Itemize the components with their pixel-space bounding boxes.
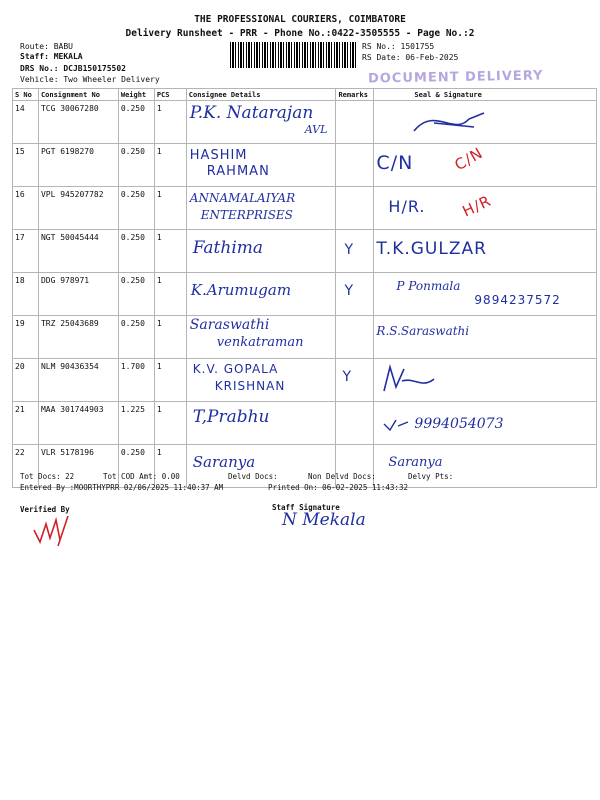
row-remarks [336,316,374,359]
total-cod-amount: Tot COD Amt: 0.00 [103,472,180,481]
barcode [230,42,358,68]
signature-text-red: C/N [451,143,487,175]
row-consignment: DDG 978971 [38,273,118,316]
row-consignee [186,144,336,187]
row-remarks [336,273,374,316]
row-pcs: 1 [154,445,186,488]
signature-text: R.S.Saraswathi [376,324,470,338]
col-consignee: Consignee Details [186,89,336,101]
col-seal-signature: Seal & Signature [374,89,597,101]
row-remarks [336,187,374,230]
consignee-name-line2: AVL [304,123,328,136]
table-row [13,402,597,445]
row-weight: 0.250 [118,101,154,144]
non-delivered-docs: Non Delvd Docs: [308,472,376,481]
table-row [13,187,597,230]
row-pcs: 1 [154,144,186,187]
row-consignment: TCG 30067280 [38,101,118,144]
vehicle-label: Vehicle: Two Wheeler Delivery [20,75,160,84]
consignee-name-line2: ENTERPRISES [200,208,293,222]
printed-on: Printed On: 06-02-2025 11:43:32 [268,483,408,492]
staff-signature: N Mekala [282,510,366,530]
row-sno: 19 [13,316,39,359]
row-weight: 0.250 [118,187,154,230]
consignee-name-line2: RAHMAN [206,164,270,179]
row-pcs: 1 [154,402,186,445]
row-weight: 0.250 [118,230,154,273]
row-seal-signature [374,101,597,144]
row-consignment: VPL 945207782 [38,187,118,230]
consignee-name: ANNAMALAIYAR [189,191,296,205]
row-remarks [336,402,374,445]
col-consignment: Consignment No [38,89,118,101]
consignee-name-line2: venkatraman [216,335,304,350]
signature-text: H/R. [388,197,426,216]
staff-label: Staff: MEKALA [20,52,83,61]
row-consignee [186,187,336,230]
signature-initials [374,402,414,443]
row-remarks [336,144,374,187]
row-seal-signature [374,359,597,402]
row-sno: 18 [13,273,39,316]
row-consignment: PGT 6198270 [38,144,118,187]
signature-text: T.K.GULZAR [376,239,487,259]
table-row [13,273,597,316]
row-sno: 14 [13,101,39,144]
row-consignee [186,273,336,316]
remark-mark: Y [344,283,354,299]
row-weight: 0.250 [118,316,154,359]
rs-date: RS Date: 06-Feb-2025 [362,53,459,62]
col-weight: Weight [118,89,154,101]
row-weight: 1.225 [118,402,154,445]
row-sno: 20 [13,359,39,402]
row-consignee [186,230,336,273]
row-pcs: 1 [154,230,186,273]
row-consignment: NGT 50045444 [38,230,118,273]
row-consignee [186,101,336,144]
delivery-points: Delvy Pts: [408,472,454,481]
signature-scribble [374,101,597,142]
row-seal-signature [374,402,597,445]
row-sno: 15 [13,144,39,187]
total-docs: Tot Docs: 22 [20,472,75,481]
col-pcs: PCS [154,89,186,101]
row-pcs: 1 [154,101,186,144]
row-pcs: 1 [154,316,186,359]
col-remarks: Remarks [336,89,374,101]
table-row [13,144,597,187]
row-sno: 16 [13,187,39,230]
runsheet-table [12,88,597,488]
company-title: THE PROFESSIONAL COURIERS, COIMBATORE [194,14,406,25]
row-remarks [336,359,374,402]
document-delivery-stamp: DOCUMENT DELIVERY [367,68,544,87]
row-seal-signature [374,144,597,187]
consignee-name: T,Prabhu [192,407,270,427]
row-sno: 21 [13,402,39,445]
row-consignee [186,445,336,488]
signature-phone: 9994054073 [414,416,504,432]
table-row [13,230,597,273]
staff-signature-label: Staff Signature [272,503,340,512]
row-consignment: VLR 5178196 [38,445,118,488]
table-row [13,445,597,488]
rs-number: RS No.: 1501755 [362,42,435,51]
signature-text-red: H/R [460,191,495,221]
row-seal-signature [374,445,597,488]
entered-by: Entered By :MOORTHYPRR 02/06/2025 11:40:37 AM [20,483,224,492]
table-header-row [13,89,597,101]
consignee-name-line2: KRISHNAN [214,379,286,393]
row-pcs: 1 [154,187,186,230]
route-label: Route: BABU [20,42,73,51]
row-weight: 0.250 [118,144,154,187]
signature-phone: 9894237572 [474,293,561,307]
signature-text: P Ponmala [396,279,461,293]
row-consignee [186,316,336,359]
row-weight: 0.250 [118,273,154,316]
drs-number: DRS No.: DCJB150175502 [20,64,126,73]
signature-text: Saranya [388,455,443,470]
row-seal-signature [374,316,597,359]
remark-mark: Y [342,369,352,385]
row-consignment: TRZ 25043689 [38,316,118,359]
table-row [13,316,597,359]
consignee-name: K.Arumugam [190,281,292,299]
consignee-name: Fathima [192,238,264,258]
delivered-docs: Delvd Docs: [228,472,278,481]
consignee-name: P.K. Natarajan [189,103,314,123]
row-sno: 22 [13,445,39,488]
consignee-name: K.V. GOPALA [192,362,279,376]
consignee-name: Saraswathi [189,317,270,333]
row-weight: 0.250 [118,445,154,488]
remark-mark: Y [344,242,354,258]
runsheet-subtitle: Delivery Runsheet - PRR - Phone No.:0422-3505555 - Page No.:2 [125,28,475,39]
table-row [13,359,597,402]
row-consignee [186,402,336,445]
row-sno: 17 [13,230,39,273]
table-row [13,101,597,144]
row-seal-signature [374,187,597,230]
row-seal-signature [374,273,597,316]
consignee-name: HASHIM [189,148,248,163]
consignee-name: Saranya [192,453,256,471]
row-consignment: NLM 90436354 [38,359,118,402]
row-pcs: 1 [154,359,186,402]
col-sno: S No [13,89,39,101]
row-consignee [186,359,336,402]
row-pcs: 1 [154,273,186,316]
signature-scribble [374,359,597,400]
verified-signature [28,510,98,550]
row-remarks [336,230,374,273]
signature-text: C/N [376,152,414,174]
row-remarks [336,101,374,144]
verified-by-label: Verified By [20,505,70,514]
row-seal-signature [374,230,597,273]
row-weight: 1.700 [118,359,154,402]
row-consignment: MAA 301744903 [38,402,118,445]
row-remarks [336,445,374,488]
